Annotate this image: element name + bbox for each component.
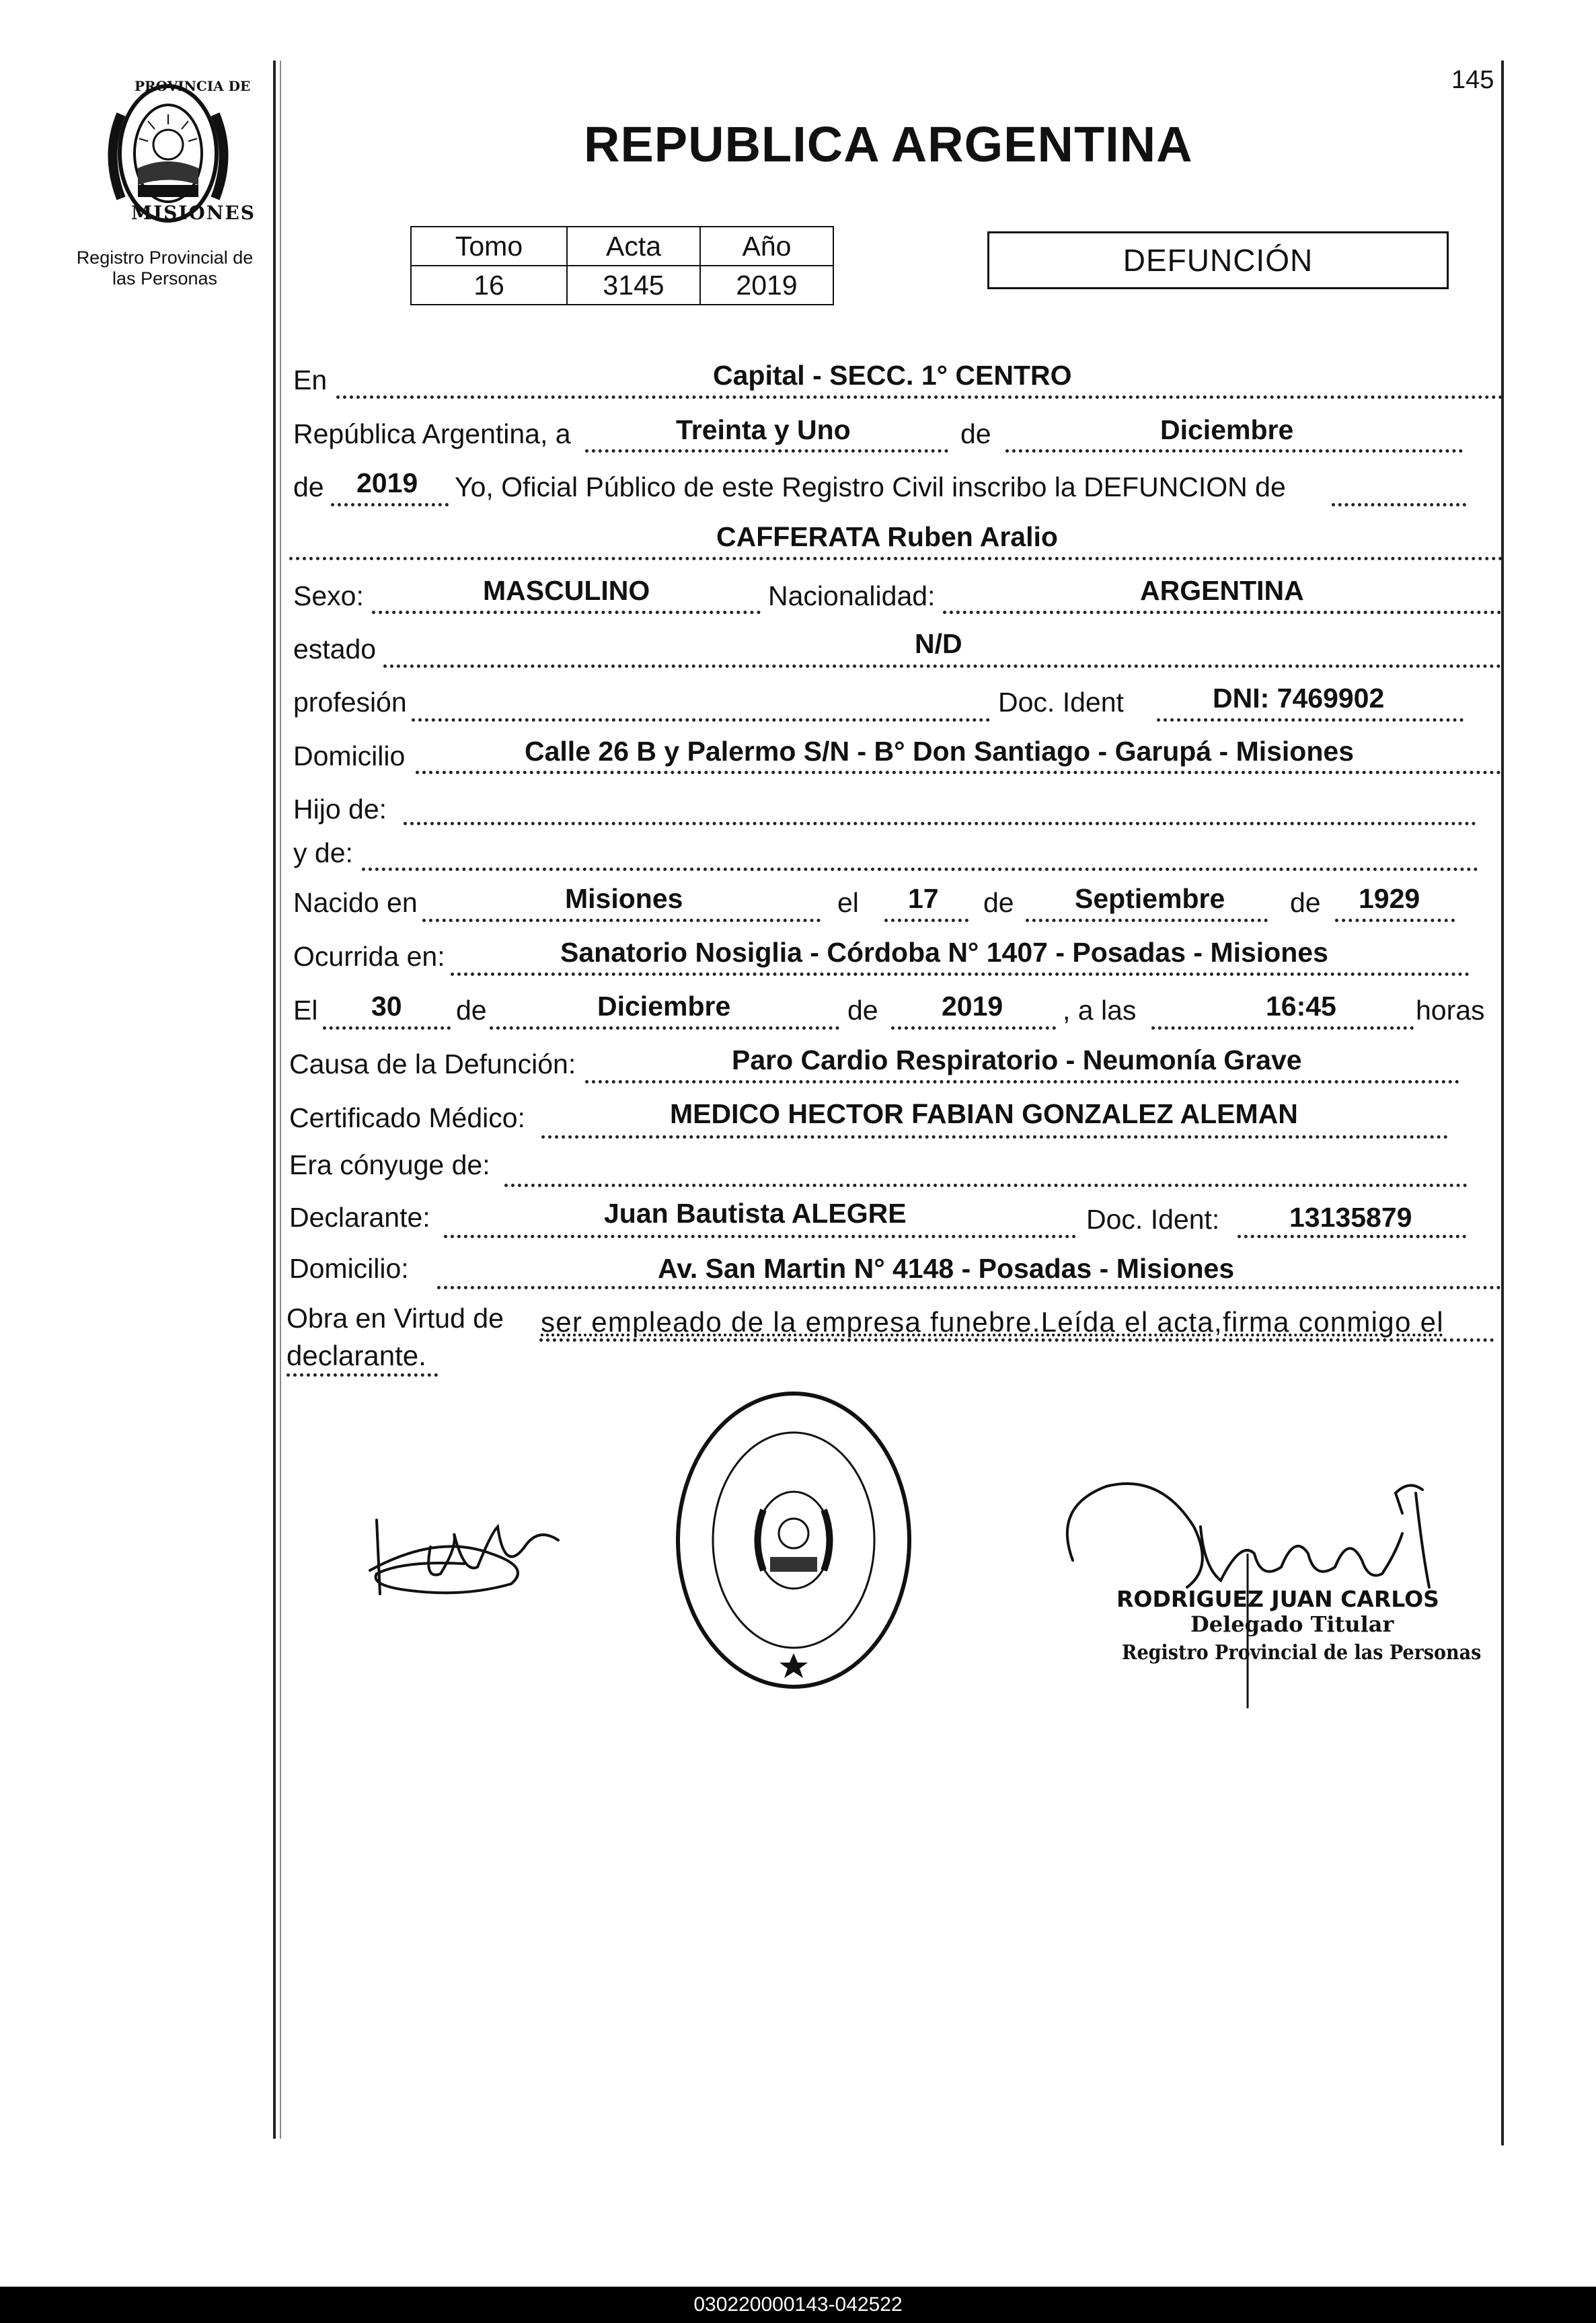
dotted-line bbox=[585, 449, 948, 453]
label-de: de bbox=[960, 418, 991, 449]
emblem-text-bottom: MISIONES bbox=[131, 202, 256, 224]
value-anio: 2019 bbox=[700, 266, 833, 305]
dotted-line bbox=[437, 1286, 1501, 1289]
label-domicilio2: Domicilio: bbox=[289, 1253, 409, 1284]
value-sexo: MASCULINO bbox=[483, 575, 650, 606]
footer-barcode-text: 030220000143-042522 bbox=[0, 2287, 1596, 2323]
dotted-line bbox=[416, 771, 1501, 774]
label-causa: Causa de la Defunción: bbox=[289, 1049, 576, 1079]
label-estado: estado bbox=[293, 634, 377, 664]
value-obra-line1: ser empleado de la empresa funebre.Leída el acta,firma conmigo el bbox=[541, 1306, 1444, 1338]
document-type: DEFUNCIÓN bbox=[1123, 243, 1314, 278]
value-muerte-anio: 2019 bbox=[942, 991, 1003, 1022]
value-nacido-anio: 1929 bbox=[1359, 883, 1420, 914]
dotted-line bbox=[891, 1026, 1056, 1030]
label-yo-oficial: Yo, Oficial Público de este Registro Civil inscribo la DEFUNCION de bbox=[455, 471, 1286, 502]
dotted-line bbox=[451, 973, 1470, 976]
dotted-line bbox=[504, 1184, 1468, 1187]
label-nacionalidad: Nacionalidad: bbox=[768, 580, 936, 611]
label-profesion: profesión bbox=[293, 687, 407, 718]
left-margin-line bbox=[273, 61, 276, 2139]
document-type-box bbox=[987, 231, 1449, 289]
label-hijo-de: Hijo de: bbox=[293, 794, 387, 825]
dotted-line bbox=[323, 1026, 451, 1030]
header-tomo: Tomo bbox=[411, 227, 567, 266]
dotted-line bbox=[1238, 1235, 1466, 1238]
value-nacido-dia: 17 bbox=[908, 883, 939, 914]
value-declarante: Juan Bautista ALEGRE bbox=[604, 1198, 907, 1229]
value-estado: N/D bbox=[915, 628, 962, 659]
value-domicilio: Calle 26 B y Palermo S/N - B° Don Santiago - Garupá - Misiones bbox=[525, 736, 1355, 767]
value-nacido-en: Misiones bbox=[565, 883, 683, 914]
dotted-line bbox=[585, 1080, 1459, 1083]
label-de-nac2: de bbox=[1290, 887, 1321, 918]
label-de-nac1: de bbox=[983, 887, 1014, 918]
value-muerte-mes: Diciembre bbox=[597, 991, 731, 1022]
dotted-line bbox=[287, 1373, 438, 1377]
dotted-line bbox=[383, 664, 1501, 668]
value-dia-texto: Treinta y Uno bbox=[676, 414, 851, 445]
label-certificado: Certificado Médico: bbox=[289, 1102, 525, 1133]
label-sexo: Sexo: bbox=[293, 580, 364, 611]
emblem-text-top: PROVINCIA DE bbox=[135, 78, 251, 94]
value-obra-line2: declarante. bbox=[287, 1340, 426, 1371]
label-y-de: y de: bbox=[293, 837, 353, 868]
dotted-line bbox=[1151, 1026, 1414, 1030]
official-signature bbox=[1046, 1453, 1476, 1708]
label-el2: El bbox=[293, 995, 318, 1026]
dotted-line bbox=[541, 1135, 1448, 1139]
value-hora: 16:45 bbox=[1266, 991, 1336, 1022]
value-lugar: Capital - SECC. 1° CENTRO bbox=[713, 360, 1072, 391]
value-declarante-doc: 13135879 bbox=[1289, 1202, 1412, 1233]
dotted-line bbox=[1157, 718, 1464, 722]
official-name: RODRIGUEZ JUAN CARLOS bbox=[1116, 1586, 1439, 1612]
dotted-line bbox=[336, 395, 1503, 399]
value-certificado: MEDICO HECTOR FABIAN GONZALEZ ALEMAN bbox=[670, 1098, 1298, 1129]
dotted-line bbox=[331, 503, 449, 506]
label-en: En bbox=[293, 365, 328, 395]
label-republica: República Argentina, a bbox=[293, 418, 571, 449]
header-acta: Acta bbox=[567, 227, 700, 266]
dotted-line bbox=[289, 557, 1503, 560]
dotted-line bbox=[362, 868, 1478, 871]
left-margin-line-inner bbox=[280, 61, 281, 2139]
label-horas: horas bbox=[1416, 995, 1485, 1026]
label-de-muerte2: de bbox=[847, 995, 878, 1026]
value-anio: 2019 bbox=[356, 467, 418, 498]
dotted-line bbox=[404, 822, 1476, 825]
label-de-anio: de bbox=[293, 471, 324, 502]
header-anio: Año bbox=[700, 227, 833, 266]
value-declarante-domicilio: Av. San Martin N° 4148 - Posadas - Misiones bbox=[658, 1253, 1235, 1284]
label-el: el bbox=[837, 887, 859, 918]
dotted-line bbox=[1332, 503, 1466, 506]
dotted-line bbox=[372, 611, 761, 614]
document-title: REPUBLICA ARGENTINA bbox=[584, 116, 1193, 172]
label-domicilio: Domicilio bbox=[293, 740, 406, 771]
dotted-line bbox=[884, 919, 968, 922]
label-doc-ident2: Doc. Ident: bbox=[1086, 1204, 1220, 1235]
dotted-line bbox=[412, 718, 990, 722]
label-conyuge: Era cónyuge de: bbox=[289, 1149, 490, 1180]
dotted-line bbox=[422, 919, 821, 922]
value-ocurrida-en: Sanatorio Nosiglia - Córdoba N° 1407 - Posadas - Misiones bbox=[560, 937, 1328, 968]
registry-caption: Registro Provincial de las Personas bbox=[76, 247, 254, 289]
dotted-line bbox=[1335, 919, 1455, 922]
value-muerte-dia: 30 bbox=[371, 991, 402, 1022]
dotted-line bbox=[1005, 449, 1463, 453]
right-margin-line bbox=[1501, 61, 1504, 2145]
value-nombre: CAFFERATA Ruben Aralio bbox=[716, 521, 1058, 552]
label-a-las: , a las bbox=[1063, 995, 1137, 1026]
value-causa: Paro Cardio Respiratorio - Neumonía Grave bbox=[732, 1044, 1302, 1075]
value-nacionalidad: ARGENTINA bbox=[1140, 575, 1304, 606]
value-acta: 3145 bbox=[567, 266, 700, 305]
dotted-line bbox=[943, 611, 1501, 614]
seal-inner-text bbox=[716, 1641, 878, 1642]
value-mes: Diciembre bbox=[1160, 414, 1294, 445]
value-doc-ident: DNI: 7469902 bbox=[1213, 683, 1385, 714]
dotted-line bbox=[1026, 919, 1268, 922]
official-role: Delegado Titular bbox=[1190, 1611, 1394, 1637]
official-seal bbox=[669, 1385, 918, 1695]
dotted-line bbox=[490, 1026, 839, 1030]
label-nacido-en: Nacido en bbox=[293, 887, 418, 918]
value-nacido-mes: Septiembre bbox=[1075, 883, 1225, 914]
declarant-signature bbox=[330, 1507, 585, 1607]
label-ocurrida-en: Ocurrida en: bbox=[293, 941, 445, 972]
label-declarante: Declarante: bbox=[289, 1202, 430, 1233]
official-office: Registro Provincial de las Personas bbox=[1122, 1641, 1482, 1665]
label-de-muerte1: de bbox=[456, 995, 487, 1026]
reference-table bbox=[410, 226, 834, 305]
label-obra-en-virtud: Obra en Virtud de bbox=[287, 1303, 504, 1334]
value-tomo: 16 bbox=[411, 266, 567, 305]
page-number: 145 bbox=[1451, 66, 1494, 94]
dotted-line bbox=[539, 1338, 1494, 1342]
label-doc-ident: Doc. Ident bbox=[998, 687, 1124, 718]
dotted-line bbox=[444, 1235, 1076, 1238]
